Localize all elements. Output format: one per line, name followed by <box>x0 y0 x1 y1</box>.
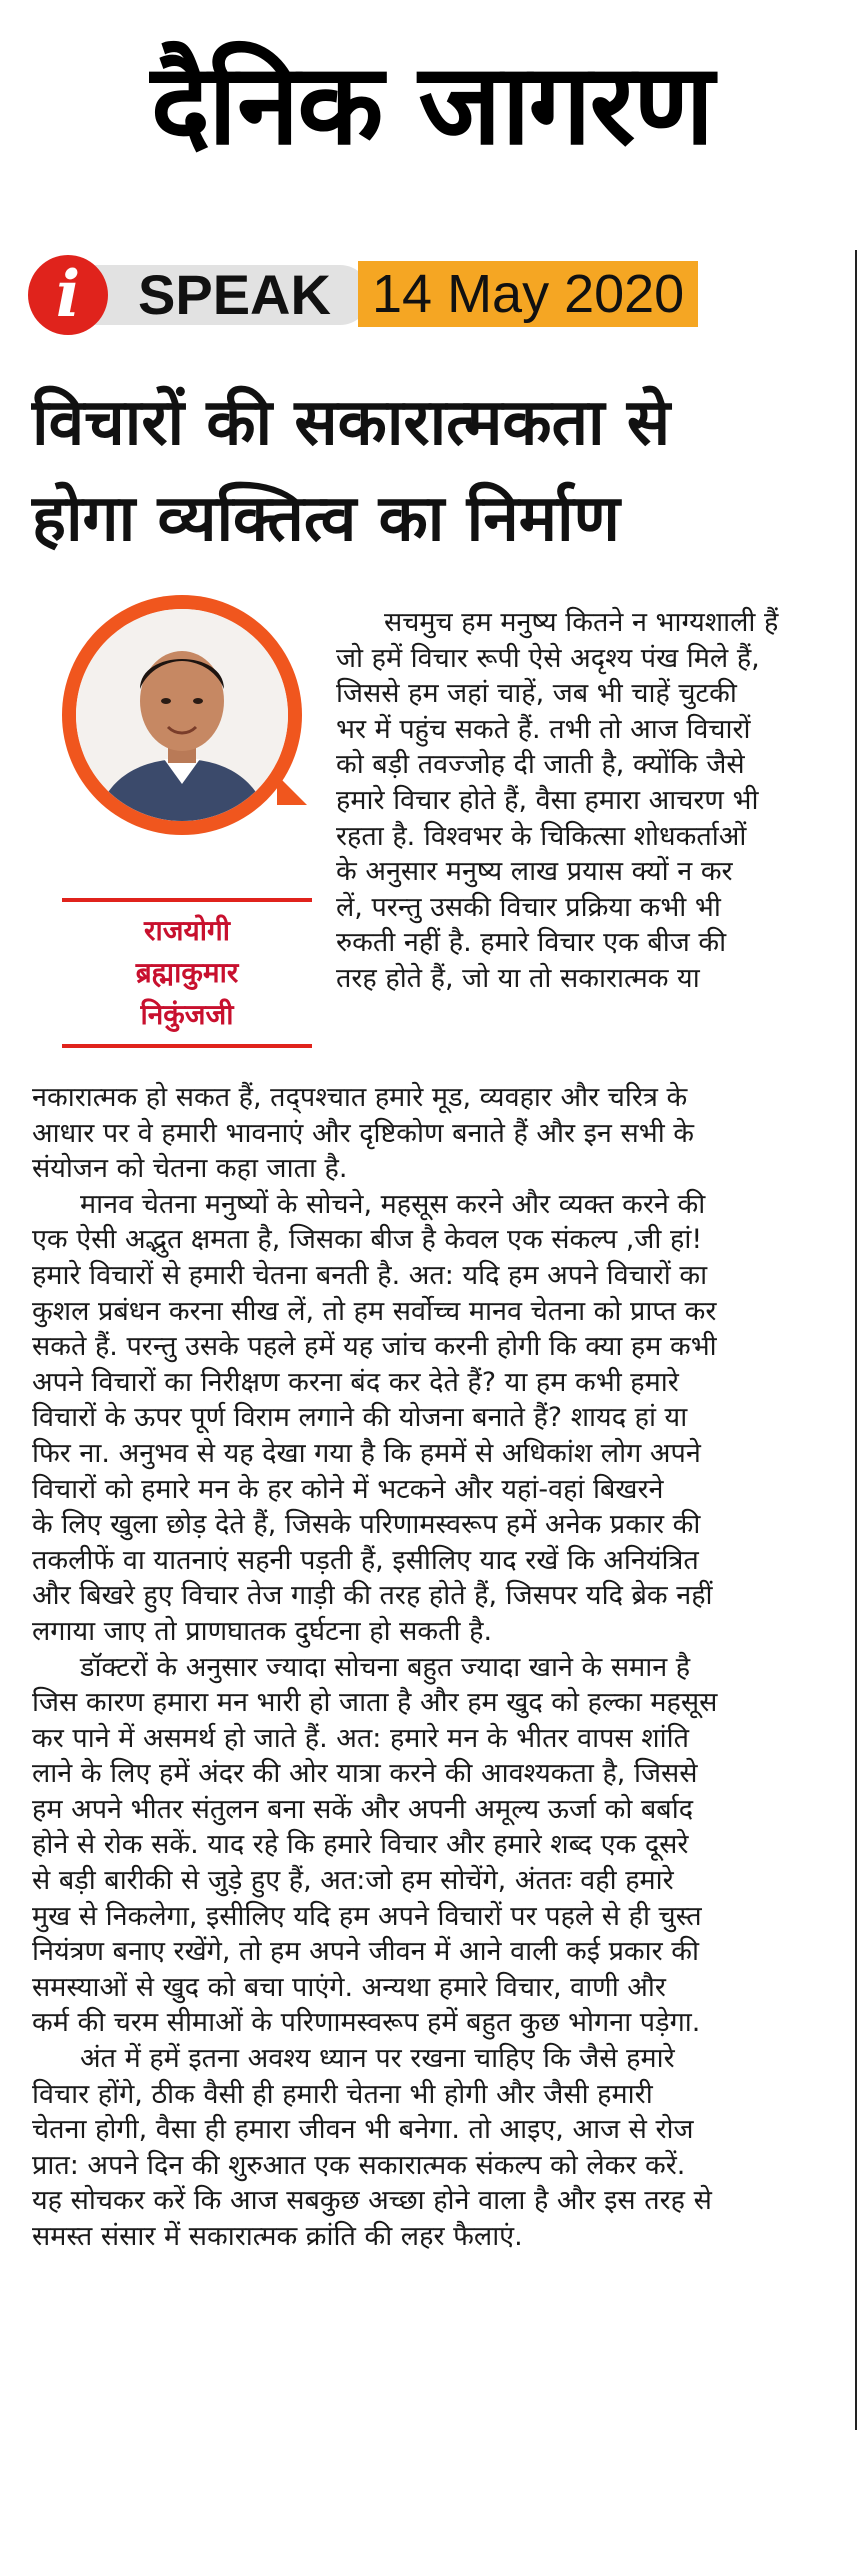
body-line: तकलीफें वा यातनाएं सहनी पड़ती हैं, इसीलिए याद रखें कि अनियंत्रित <box>32 1544 699 1576</box>
byline-line: निकुंजजी <box>140 998 234 1031</box>
body-line: के अनुसार मनुष्य लाख प्रयास क्यों न कर <box>336 856 733 888</box>
i-icon: i <box>28 255 108 335</box>
body-line: यह सोचकर करें कि आज सबकुछ अच्छा होने वाला है और इस तरह से <box>32 2185 712 2217</box>
body-line: को बड़ी तवज्जोह दी जाती है, क्योंकि जैसे <box>336 749 745 781</box>
body-line: विचार होंगे, ठीक वैसी ही हमारी चेतना भी होगी और जैसी हमारी <box>32 2078 653 2110</box>
byline-line: ब्रह्माकुमार <box>135 956 239 989</box>
body-line: प्रात: अपने दिन की शुरुआत एक सकारात्मक संकल्प को लेकर करें. <box>32 2149 686 2181</box>
body-line: कर पाने में असमर्थ हो जाते हैं. अत: हमारे मन के भीतर वापस शांति <box>32 1722 689 1754</box>
body-line: लें, परन्तु उसकी विचार प्रक्रिया कभी भी <box>336 891 721 923</box>
body-line: कुशल प्रबंधन करना सीख लें, तो हम सर्वोच्च मानव चेतना को प्राप्त कर <box>32 1295 717 1327</box>
body-line: से बड़ी बारीकी से जुड़े हुए हैं, अत:जो हम सोचेंगे, अंततः वही हमारे <box>32 1865 674 1897</box>
body-line: कर्म की चरम सीमाओं के परिणामस्वरूप हमें बहुत कुछ भोगना पड़ेगा. <box>32 2007 701 2039</box>
author-photo <box>62 595 312 845</box>
body-line: जो हमें विचार रूपी ऐसे अदृश्य पंख मिले हैं, <box>336 642 760 674</box>
body-line: रहता है. विश्वभर के चिकित्सा शोधकर्ताओं <box>336 820 747 852</box>
body-line: चेतना होगी, वैसा ही हमारा जीवन भी बनेगा. तो आइए, आज से रोज <box>32 2114 694 2146</box>
author-portrait-icon <box>76 609 288 821</box>
body-line: विचारों को हमारे मन के हर कोने में भटकने और यहां-वहां बिखरने <box>32 1473 664 1505</box>
body-line: समस्याओं से खुद को बचा पाएंगे. अन्यथा हमारे विचार, वाणी और <box>32 1971 666 2003</box>
body-line: एक ऐसी अद्भुत क्षमता है, जिसका बीज है केवल एक संकल्प ,जी हां! <box>32 1224 703 1256</box>
body-line: मुख से निकलेगा, इसीलिए यदि हम अपने विचारों पर पहले से ही चुस्त <box>32 1900 702 1932</box>
body-line: सकते हैं. परन्तु उसके पहले हमें यह जांच करनी होगी कि क्या हम कभी <box>32 1331 717 1363</box>
body-line: नियंत्रण बनाए रखेंगे, तो हम अपने जीवन में आने वाली कई प्रकार की <box>32 1936 700 1968</box>
article-body <box>32 1080 832 2255</box>
newspaper-masthead: दैनिक जागरण <box>150 40 713 170</box>
body-line: अपने विचारों का निरीक्षण करना बंद कर देते हैं? या हम कभी हमारे <box>32 1366 679 1398</box>
body-line: जिस कारण हमारा मन भारी हो जाता है और हम खुद को हल्का महसूस <box>32 1687 718 1719</box>
column-rule <box>855 250 857 2430</box>
article-headline <box>32 375 852 567</box>
body-line: संयोजन को चेतना कहा जाता है. <box>32 1153 348 1185</box>
headline-line: विचारों की सकारात्मकता से <box>32 386 671 460</box>
body-line: डॉक्टरों के अनुसार ज्यादा सोचना बहुत ज्यादा खाने के समान है <box>80 1651 691 1683</box>
ispeak-badge <box>28 255 728 335</box>
byline-line: राजयोगी <box>144 914 230 947</box>
body-line: अंत में हमें इतना अवश्य ध्यान पर रखना चाहिए कि जैसे हमारे <box>80 2043 675 2075</box>
body-line: भर में पहुंच सकते हैं. तभी तो आज विचारों <box>336 713 751 745</box>
body-line: तरह होते हैं, जो या तो सकारात्मक या <box>336 962 700 994</box>
body-line: आधार पर वे हमारी भावनाएं और दृष्टिकोण बनाते हैं और इन सभी के <box>32 1117 695 1149</box>
photo-tail <box>277 775 307 805</box>
article-body-top <box>336 605 826 997</box>
body-line: हमारे विचारों से हमारी चेतना बनती है. अत: यदि हम अपने विचारों का <box>32 1259 708 1291</box>
body-line: सचमुच हम मनुष्य कितने न भाग्यशाली हैं <box>384 607 779 638</box>
body-line: समस्त संसार में सकारात्मक क्रांति की लहर फैलाएं. <box>32 2221 523 2252</box>
body-line: हमारे विचार होते हैं, वैसा हमारा आचरण भी <box>336 784 759 816</box>
speak-label: SPEAK <box>138 263 331 326</box>
body-line: हम अपने भीतर संतुलन बना सकें और अपनी अमूल्य ऊर्जा को बर्बाद <box>32 1793 694 1825</box>
body-line: फिर ना. अनुभव से यह देखा गया है कि हममें से अधिकांश लोग अपने <box>32 1437 701 1469</box>
body-line: मानव चेतना मनुष्यों के सोचने, महसूस करने और व्यक्त करने की <box>80 1188 706 1220</box>
body-line: के लिए खुला छोड़ देते हैं, जिसके परिणामस्वरूप हमें अनेक प्रकार की <box>32 1509 701 1541</box>
body-line: होने से रोक सकें. याद रहे कि हमारे विचार और हमारे शब्द एक दूसरे <box>32 1829 689 1861</box>
publish-date: 14 May 2020 <box>358 261 698 327</box>
body-line: रुकती नहीं है. हमारे विचार एक बीज की <box>336 927 727 959</box>
headline-line: होगा व्यक्तित्व का निर्माण <box>32 482 620 556</box>
body-line: लगाया जाए तो प्राणघातक दुर्घटना हो सकती है. <box>32 1615 493 1647</box>
author-byline <box>62 898 312 1048</box>
body-line: लाने के लिए हमें अंदर की ओर यात्रा करने की आवश्यकता है, जिससे <box>32 1758 698 1790</box>
body-line: जिससे हम जहां चाहें, जब भी चाहें चुटकी <box>336 678 737 710</box>
body-line: और बिखरे हुए विचार तेज गाड़ी की तरह होते हैं, जिसपर यदि ब्रेक नहीं <box>32 1580 713 1612</box>
body-line: नकारात्मक हो सकत हैं, तद्पश्चात हमारे मूड, व्यवहार और चरित्र के <box>32 1082 688 1113</box>
body-line: विचारों के ऊपर पूर्ण विराम लगाने की योजना बनाते हैं? शायद हां या <box>32 1402 688 1434</box>
